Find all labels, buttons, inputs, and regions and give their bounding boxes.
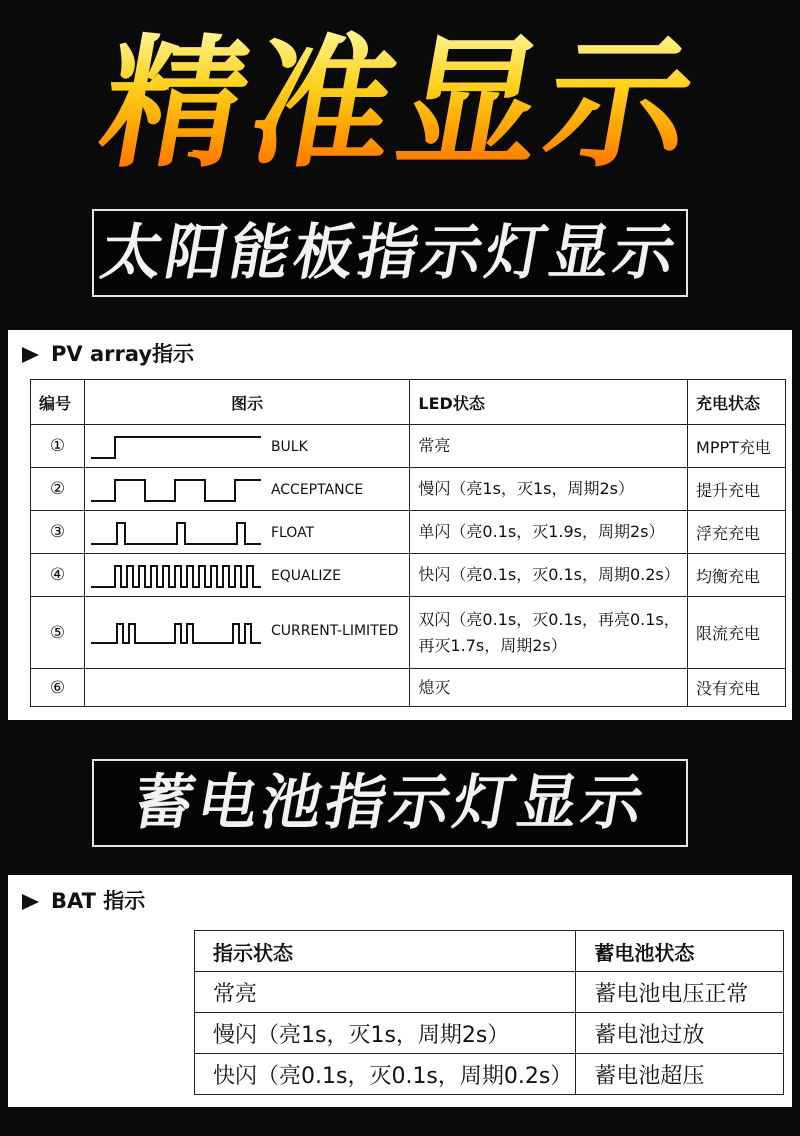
waveform-label: ACCEPTANCE: [270, 482, 364, 498]
header-battery-state: 蓄电池状态: [576, 931, 784, 972]
battery-state: 蓄电池电压正常: [576, 972, 784, 1013]
header-indicator-state: 指示状态: [195, 931, 576, 972]
header-led-state: LED状态: [410, 380, 688, 425]
waveform-cell: [84, 597, 409, 669]
waveform-equalize: [89, 554, 269, 597]
bat-panel: [8, 875, 792, 1107]
charge-state: 浮充充电: [688, 511, 786, 554]
charge-state: 没有充电: [688, 669, 786, 707]
arrow-right-icon: [22, 347, 39, 363]
pv-section-title: PV array指示: [51, 342, 195, 366]
table-row: [31, 425, 786, 468]
waveform-current-limited: [89, 597, 269, 669]
waveform-bulk: [89, 425, 269, 468]
waveform-label: CURRENT-LIMITED: [270, 623, 399, 639]
arrow-right-icon: [22, 894, 39, 910]
led-state: 常亮: [410, 425, 688, 468]
row-number: ①: [31, 425, 85, 468]
waveform-acceptance: [89, 468, 269, 511]
waveform-label: BULK: [270, 439, 308, 455]
row-number: ⑤: [31, 597, 85, 669]
waveform-cell: [84, 468, 409, 511]
battery-state: 蓄电池过放: [576, 1013, 784, 1054]
table-row: [31, 597, 786, 669]
row-number: ②: [31, 468, 85, 511]
bat-banner: [92, 759, 688, 847]
table-row: [31, 554, 786, 597]
row-number: ③: [31, 511, 85, 554]
charge-state: 限流充电: [688, 597, 786, 669]
pv-banner-text: 太阳能板指示灯显示: [95, 218, 685, 288]
charge-state: MPPT充电: [688, 425, 786, 468]
waveform-cell: [84, 425, 409, 468]
header-charge-state: 充电状态: [688, 380, 786, 425]
waveform-cell: [84, 554, 409, 597]
waveform-cell: [84, 511, 409, 554]
bat-table-header: [195, 931, 784, 972]
bat-table: [194, 930, 784, 1095]
waveform-float: [89, 511, 269, 554]
led-state: 双闪（亮0.1s，灭0.1s，再亮0.1s，再灭1.7s，周期2s）: [410, 597, 688, 669]
led-state: 慢闪（亮1s，灭1s，周期2s）: [410, 468, 688, 511]
row-number: ⑥: [31, 669, 85, 707]
table-row: [195, 1054, 784, 1095]
bat-section-title: BAT 指示: [51, 889, 146, 913]
table-row: [31, 468, 786, 511]
charge-state: 均衡充电: [688, 554, 786, 597]
pv-panel: [8, 330, 792, 720]
bat-section-heading: [22, 885, 145, 915]
table-row: [195, 972, 784, 1013]
table-row: [31, 511, 786, 554]
pv-section-heading: [22, 338, 194, 368]
bat-banner-text: 蓄电池指示灯显示: [127, 768, 653, 838]
header-diagram: 图示: [84, 380, 409, 425]
row-number: ④: [31, 554, 85, 597]
charge-state: 提升充电: [688, 468, 786, 511]
header-number: 编号: [31, 380, 85, 425]
indicator-state: 慢闪（亮1s，灭1s，周期2s）: [195, 1013, 576, 1054]
pv-table: [30, 379, 786, 707]
indicator-state: 快闪（亮0.1s，灭0.1s，周期0.2s）: [195, 1054, 576, 1095]
battery-state: 蓄电池超压: [576, 1054, 784, 1095]
table-row: [195, 1013, 784, 1054]
table-row: [31, 669, 786, 707]
hero-title: 精准显示: [0, 20, 800, 190]
waveform-label: EQUALIZE: [270, 568, 341, 584]
led-state: 单闪（亮0.1s，灭1.9s，周期2s）: [410, 511, 688, 554]
led-state: 熄灭: [410, 669, 688, 707]
led-state: 快闪（亮0.1s，灭0.1s，周期0.2s）: [410, 554, 688, 597]
pv-banner: [92, 209, 688, 297]
pv-table-header: [31, 380, 786, 425]
indicator-state: 常亮: [195, 972, 576, 1013]
waveform-cell: [84, 669, 409, 707]
waveform-label: FLOAT: [270, 525, 315, 541]
